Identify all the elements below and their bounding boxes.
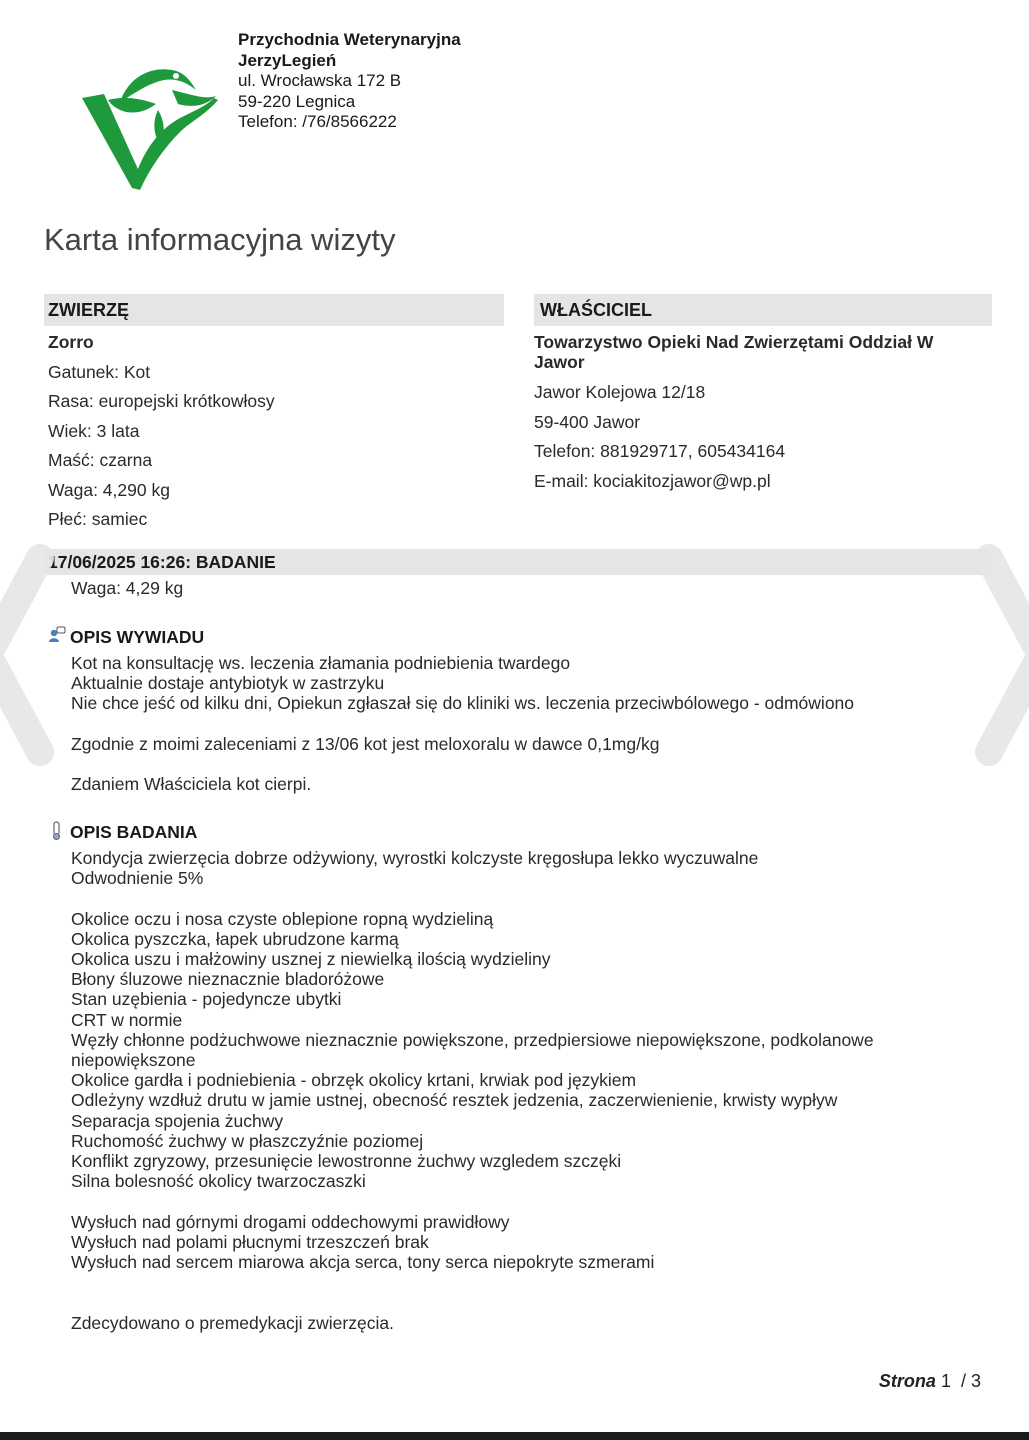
text-line: Okolice gardła i podniebienia - obrzęk okolicy krtani, krwiak pod językiem (71, 1070, 637, 1091)
text-line: Kot na konsultację ws. leczenia złamania podniebienia twardego (71, 653, 571, 673)
page-number (879, 1371, 981, 1392)
document-title: Karta informacyjna wizyty (44, 222, 396, 257)
owner-section-header: WŁAŚCICIEL (534, 294, 992, 326)
text-line: Aktualnie dostaje antybiotyk w zastrzyku (71, 673, 385, 694)
examination-header-label: OPIS BADANIA (70, 822, 198, 842)
clinic-logo (80, 60, 220, 192)
thermometer-icon (48, 821, 66, 841)
text-line: Wysłuch nad górnymi drogami oddechowymi prawidłowy (71, 1211, 510, 1232)
page-current: 1 (940, 1371, 951, 1391)
text-line: Błony śluzowe nieznacznie bladoróżowe (71, 969, 385, 990)
next-page-chevron-icon[interactable] (969, 540, 1029, 770)
clinic-name: Przychodnia Weterynaryjna (238, 30, 461, 49)
page-label: Strona (878, 1371, 936, 1391)
text-line: niepowiększone (71, 1050, 196, 1071)
text-line: Wysłuch nad polami płucnymi trzeszczeń brak (71, 1231, 429, 1252)
text-line: Zgodnie z moimi zaleceniami z 13/06 kot jest meloxoralu w dawce 0,1mg/kg (71, 733, 660, 754)
interview-header (48, 626, 204, 648)
interview-header-label: OPIS WYWIADU (70, 627, 205, 647)
text-line: Węzły chłonne podżuchwowe nieznacznie powiększone, przedpiersiowe niepowiększone, podkolanowe (71, 1029, 874, 1050)
owner-name: Towarzystwo Opieki Nad Zwierzętami Oddział W Jawor (534, 332, 934, 372)
text-line: Silna bolesność okolicy twarzoczaszki (71, 1171, 366, 1192)
owner-details (534, 332, 974, 500)
text-line (71, 754, 951, 774)
text-line: Wysłuch nad sercem miarowa akcja serca, tony serca niepokryte szmerami (71, 1252, 655, 1273)
text-line: Stan uzębienia - pojedyncze ubytki (71, 989, 342, 1010)
animal-section-header: ZWIERZĘ (44, 294, 504, 326)
text-line (71, 888, 951, 908)
examination-header (48, 821, 197, 843)
animal-breed: Rasa: europejski krótkowłosy (48, 391, 275, 411)
text-line: Nie chce jeść od kilku dni, Opiekun zgłaszał się do kliniki ws. leczenia przeciwbólowego - odmówiono (71, 693, 855, 714)
visit-weight: Waga: 4,29 kg (71, 578, 184, 598)
clinic-phone: Telefon: /76/8566222 (238, 112, 397, 131)
viewer-bottom-bar (0, 1432, 1029, 1440)
text-line: Kondycja zwierzęcia dobrze odżywiony, wyrostki kolczyste kręgosłupa lekko wyczuwalne (71, 848, 759, 868)
text-line: Zdecydowano o premedykacji zwierzęcia. (71, 1312, 394, 1333)
clinic-owner-name: JerzyLegień (238, 50, 337, 70)
animal-age: Wiek: 3 lata (48, 420, 140, 441)
animal-color: Maść: czarna (48, 450, 153, 470)
owner-email: E-mail: kociakitozjawor@wp.pl (534, 470, 771, 491)
clinic-city: 59-220 Legnica (238, 91, 356, 111)
text-line: Okolice oczu i nosa czyste oblepione ropną wydzieliną (71, 908, 494, 929)
text-line: Okolica uszu i małżowiny usznej z niewielką ilością wydzieliny (71, 949, 551, 969)
visit-header: 17/06/2025 16:26: BADANIE (44, 549, 994, 575)
owner-phone: Telefon: 881929717, 605434164 (534, 441, 786, 461)
examination-text (71, 848, 951, 1333)
text-line: Odleżyny wzdłuż drutu w jamie ustnej, obecność resztek jedzenia, zaczerwienienie, krwisty wypływ (71, 1090, 838, 1111)
previous-page-chevron-icon[interactable] (0, 540, 60, 770)
animal-weight: Waga: 4,290 kg (48, 479, 170, 500)
interview-text (71, 653, 951, 794)
text-line: Okolica pyszczka, łapek ubrudzone karmą (71, 928, 399, 949)
animal-name: Zorro (48, 332, 94, 352)
owner-city: 59-400 Jawor (534, 411, 641, 432)
text-line (71, 1272, 951, 1292)
text-line: Separacja spojenia żuchwy (71, 1110, 284, 1131)
text-line: Konflikt zgryzowy, przesunięcie lewostronne żuchwy wzgledem szczęki (71, 1151, 622, 1172)
clinic-info (238, 30, 461, 133)
owner-address: Jawor Kolejowa 12/18 (534, 382, 706, 402)
animal-sex: Płeć: samiec (48, 509, 148, 529)
text-line (71, 1292, 951, 1312)
text-line: Ruchomość żuchwy w płaszczyźnie poziomej (71, 1130, 424, 1151)
page-total: / 3 (960, 1371, 981, 1391)
animal-details (48, 332, 275, 539)
text-line: CRT w normie (71, 1009, 183, 1030)
text-line: Zdaniem Właściciela kot cierpi. (71, 774, 312, 795)
animal-species: Gatunek: Kot (48, 361, 151, 382)
text-line (71, 714, 951, 734)
text-line: Odwodnienie 5% (71, 868, 204, 889)
clinic-address: ul. Wrocławska 172 B (238, 71, 402, 90)
text-line (71, 1191, 951, 1211)
